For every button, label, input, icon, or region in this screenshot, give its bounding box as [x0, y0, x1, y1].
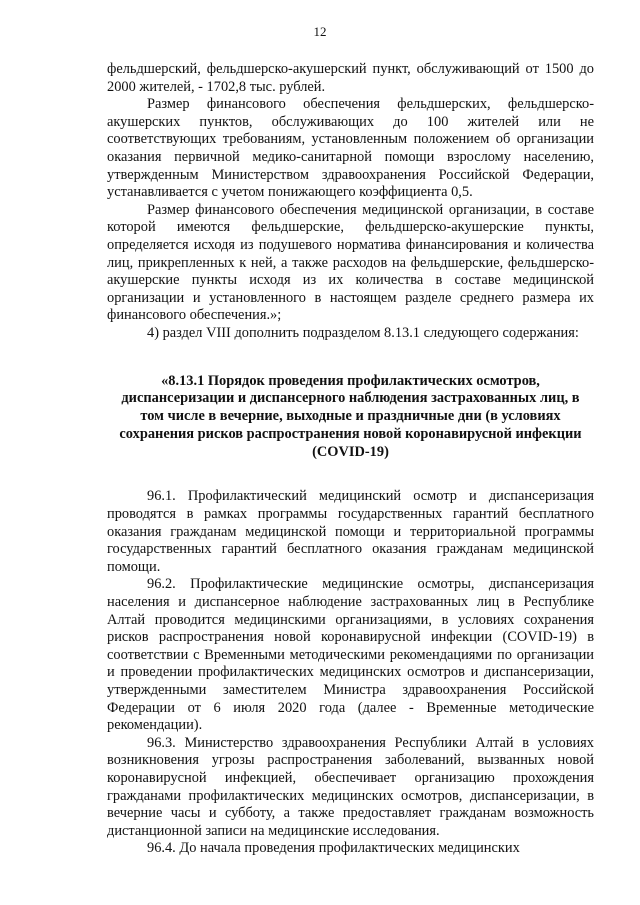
paragraph-96-3: 96.3. Министерство здравоохранения Республики Алтай в условиях возникновения угрозы распространения заболеваний, вызванных новой коронавирусной инфекцией, обеспечивает организацию прохождения гражданами профилактических медицинских осмотров, диспансеризации, в вечерние часы и субботу, а также предоставляет гражданам возможность дистанционной записи на медицинские исследования. — [107, 734, 594, 839]
paragraph-96-1: 96.1. Профилактический медицинский осмотр и диспансеризация проводятся в рамках программы государственных гарантий бесплатного оказания гражданам медицинской помощи и территориальной программы государственных гарантий бесплатного оказания гражданам медицинской помощи. — [107, 488, 594, 575]
section-heading: «8.13.1 Порядок проведения профилактических осмотров, диспансеризации и диспансерного наблюдения застрахованных лиц, в том числе в вечерние, выходные и праздничные дни (в условиях сохранения рисков распространения новой коронавирусной инфекции (COVID-19) — [119, 372, 582, 460]
paragraph-96-4: 96.4. До начала проведения профилактических медицинских — [147, 840, 520, 857]
paragraph-96-2: 96.2. Профилактические медицинские осмотры, диспансеризация населения и диспансерное наблюдение застрахованных лиц в Республике Алтай проводится медицинскими организациями, в условиях сохранения рисков распространения новой коронавирусной инфекции (COVID-19) в соответствии с Временными методическими рекомендациями по организации и проведении профилактических медицинских осмотров и диспансеризации, утвержденными заместителем Министра здравоохранения Российской Федерации от 6 июля 2020 года (далее - Временные методические рекомендации). — [107, 576, 594, 734]
paragraph-medical-org-size: Размер финансового обеспечения медицинской организации, в составе которой имеются фельдшерские, фельдшерско-акушерские пункты, определяется исходя из подушевого норматива финансирования и количества лиц, прикрепленных к ней, а также расходов на фельдшерские, фельдшерско-акушерские пункты исходя из их количества в составе медицинской организации и установленного в настоящем разделе среднего размера их финансового обеспечения.»; — [107, 201, 594, 324]
paragraph-fap-size-reduced: Размер финансового обеспечения фельдшерских, фельдшерско-акушерских пунктов, обслуживающих до 100 жителей или не соответствующих требованиям, установленным положением об организации оказания первичной медико-санитарной помощи взрослому населению, утвержденным Министерством здравоохранения Российской Федерации, устанавливается с учетом понижающего коэффициента 0,5. — [107, 96, 594, 201]
paragraph-continuation: фельдшерский, фельдшерско-акушерский пункт, обслуживающий от 1500 до 2000 жителей, - 1702,8 тыс. рублей. — [107, 61, 594, 95]
paragraph-amendment-item-4: 4) раздел VIII дополнить подразделом 8.13.1 следующего содержания: — [147, 324, 579, 341]
document-body — [107, 61, 594, 858]
page-number: 12 — [313, 24, 327, 39]
